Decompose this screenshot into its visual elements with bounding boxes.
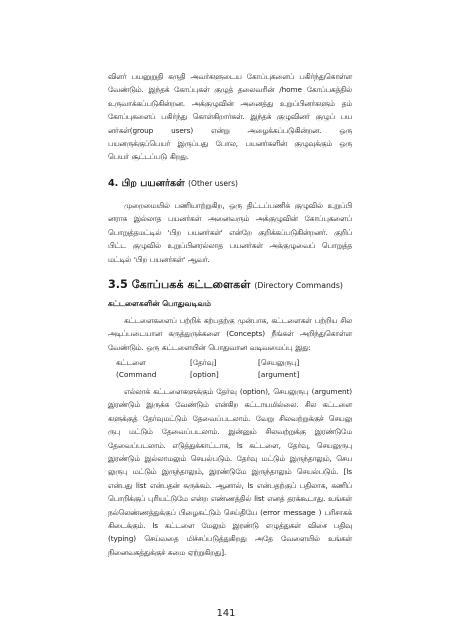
syntax-grid	[108, 357, 352, 380]
section-title-english: (Directory Commands)	[254, 281, 343, 290]
paragraph-group-users: விளர் பயனுறுதி கருதி அவர்களுடைய கோப்புகளைப் பகிர்ந்துகொள்ள வேண்டும். இந்தக் கோப்புகள் குழுத் தலைவரின் /home கோப்பகத்தில் உருவாக்கப்படுகின்றன. அக்குழுவின் அனைத்து உறுப்பினர்களும் தம் கோப்புகளைப் பகிர்ந்து கொள்கிறார்கள். இந்தக் குழுவினர் குழுப் பய னர்கள்(group users) என்று அழைக்கப்படுகின்றன. ஒரு பயனருக்குப்பெயர் இருப்பது போல, பயனர்களின் குழுவுக்கும் ஒரு பெயர் சூட்டப்படு கிறது.	[108, 72, 352, 162]
syntax-argument-ta: [செயலுருபு]	[258, 358, 300, 367]
paragraph-concepts: கட்டளைகளைப் பற்றிக் கற்பதற்கு முன்பாக, கட்டளைகள் பற்றிய சில அடிப்படையான கருத்துருக்களை (Concepts) நீங்கள் அறிந்துகொள்ள வேண்டும். ஒரு கட்டளையின் பொதுவான வடிவமைப்பு இது:	[108, 316, 352, 352]
section-4-heading-wrap	[108, 177, 352, 191]
section-heading-directory-commands	[108, 277, 352, 294]
paragraph-options-arguments: எல்லாக் கட்டளைகளுக்கும் தேர்வு (option), செயலுருபு (argument) இரண்டும் இருக்க வேண்டும் என்கிற கட்டாயமில்லை. சில கட்டளை களுக்குத் தேர்வுமட்டும் தேவைப்படலாம். வேறு சிலவற்றுக்குச் செயலு ருபு மட்டும் தேவைப்படலாம். இன்னும் சிலவற்றுக்கு இரண்டுமே தேவைப்படலாம். எடுத்துக்காட்டாக, ls கட்டளை, தேர்வு, செயலுருபு இரண்டும் இல்லாமலும் செயல்படும். தேர்வு மட்டும் இருந்தாலும், செய லுருபு மட்டும் இருந்தாலும், இரண்டுமே இருந்தாலும் செயல்படும். [ls என்பது list என்பதன் சுருக்கம். ஆனால், ls என்பதற்குப் பதிலாக, கணிப் பொறிக்குப் புரியட்டுமே என்ற எண்ணத்தில் list எனத் தரக்கூடாது. உங்கள் நல்லெண்ணத்துக்குப் பிழைசுட்டும் செய்தியே (error message ) பரிசாகக் கிடைக்கும். ls கட்டளை மேலும் இரண்டு எழுத்துகள் விசை பதிவு (typing) செய்வதை மிச்சப்படுத்துகிறது அதே வேளையில் உங்கள் நினைவகத்துக்குச் சுமை ஏற்றுகிறது].	[108, 387, 352, 557]
section-title: 3.5 கோப்பகக் கட்டளைகள்	[108, 278, 251, 291]
section-title: 4. பிற பயனர்கள்	[108, 178, 185, 189]
paragraph-other-users: முறைமையில் பணியாற்றுகிற, ஒரு திட்டப்பணிக் குழுவில் உறுப்பி னராக இல்லாத பயனர்கள் அனைவரும் அக்குழுவின் கோப்புகளைப் பொறுத்தமட்டில் 'பிற பயனர்கள்' என்றே குறிக்கப்படுகின்றனர். குறிப் பிட்ட குழுவில் உறுப்பினரல்லாத பயனர்கள் அக்குழுவைப் பொறுத்த மட்டில் 'பிற பயனர்கள்' ஆவர்.	[108, 201, 352, 264]
text-column-top	[108, 70, 352, 164]
command-syntax-block	[108, 357, 352, 380]
page-number: 141	[216, 608, 236, 619]
text-column-options	[108, 385, 352, 559]
syntax-command-ta: கட்டளை	[116, 358, 146, 367]
subheading-wrap	[108, 297, 352, 310]
subheading-general-form: கட்டளைகளின் பொதுவடிவம்	[108, 299, 212, 308]
syntax-option-en: [option]	[190, 369, 219, 379]
syntax-argument-en: [argument]	[258, 369, 300, 379]
section-heading-other-users	[108, 177, 352, 191]
section-3-5-heading-wrap	[108, 277, 352, 294]
syntax-command-en: (Command	[116, 369, 157, 379]
text-column-other-users	[108, 199, 352, 266]
syntax-option-ta: [தேர்வு]	[190, 358, 217, 367]
section-title-english: (Other users)	[188, 179, 238, 188]
text-column-concepts	[108, 314, 352, 354]
